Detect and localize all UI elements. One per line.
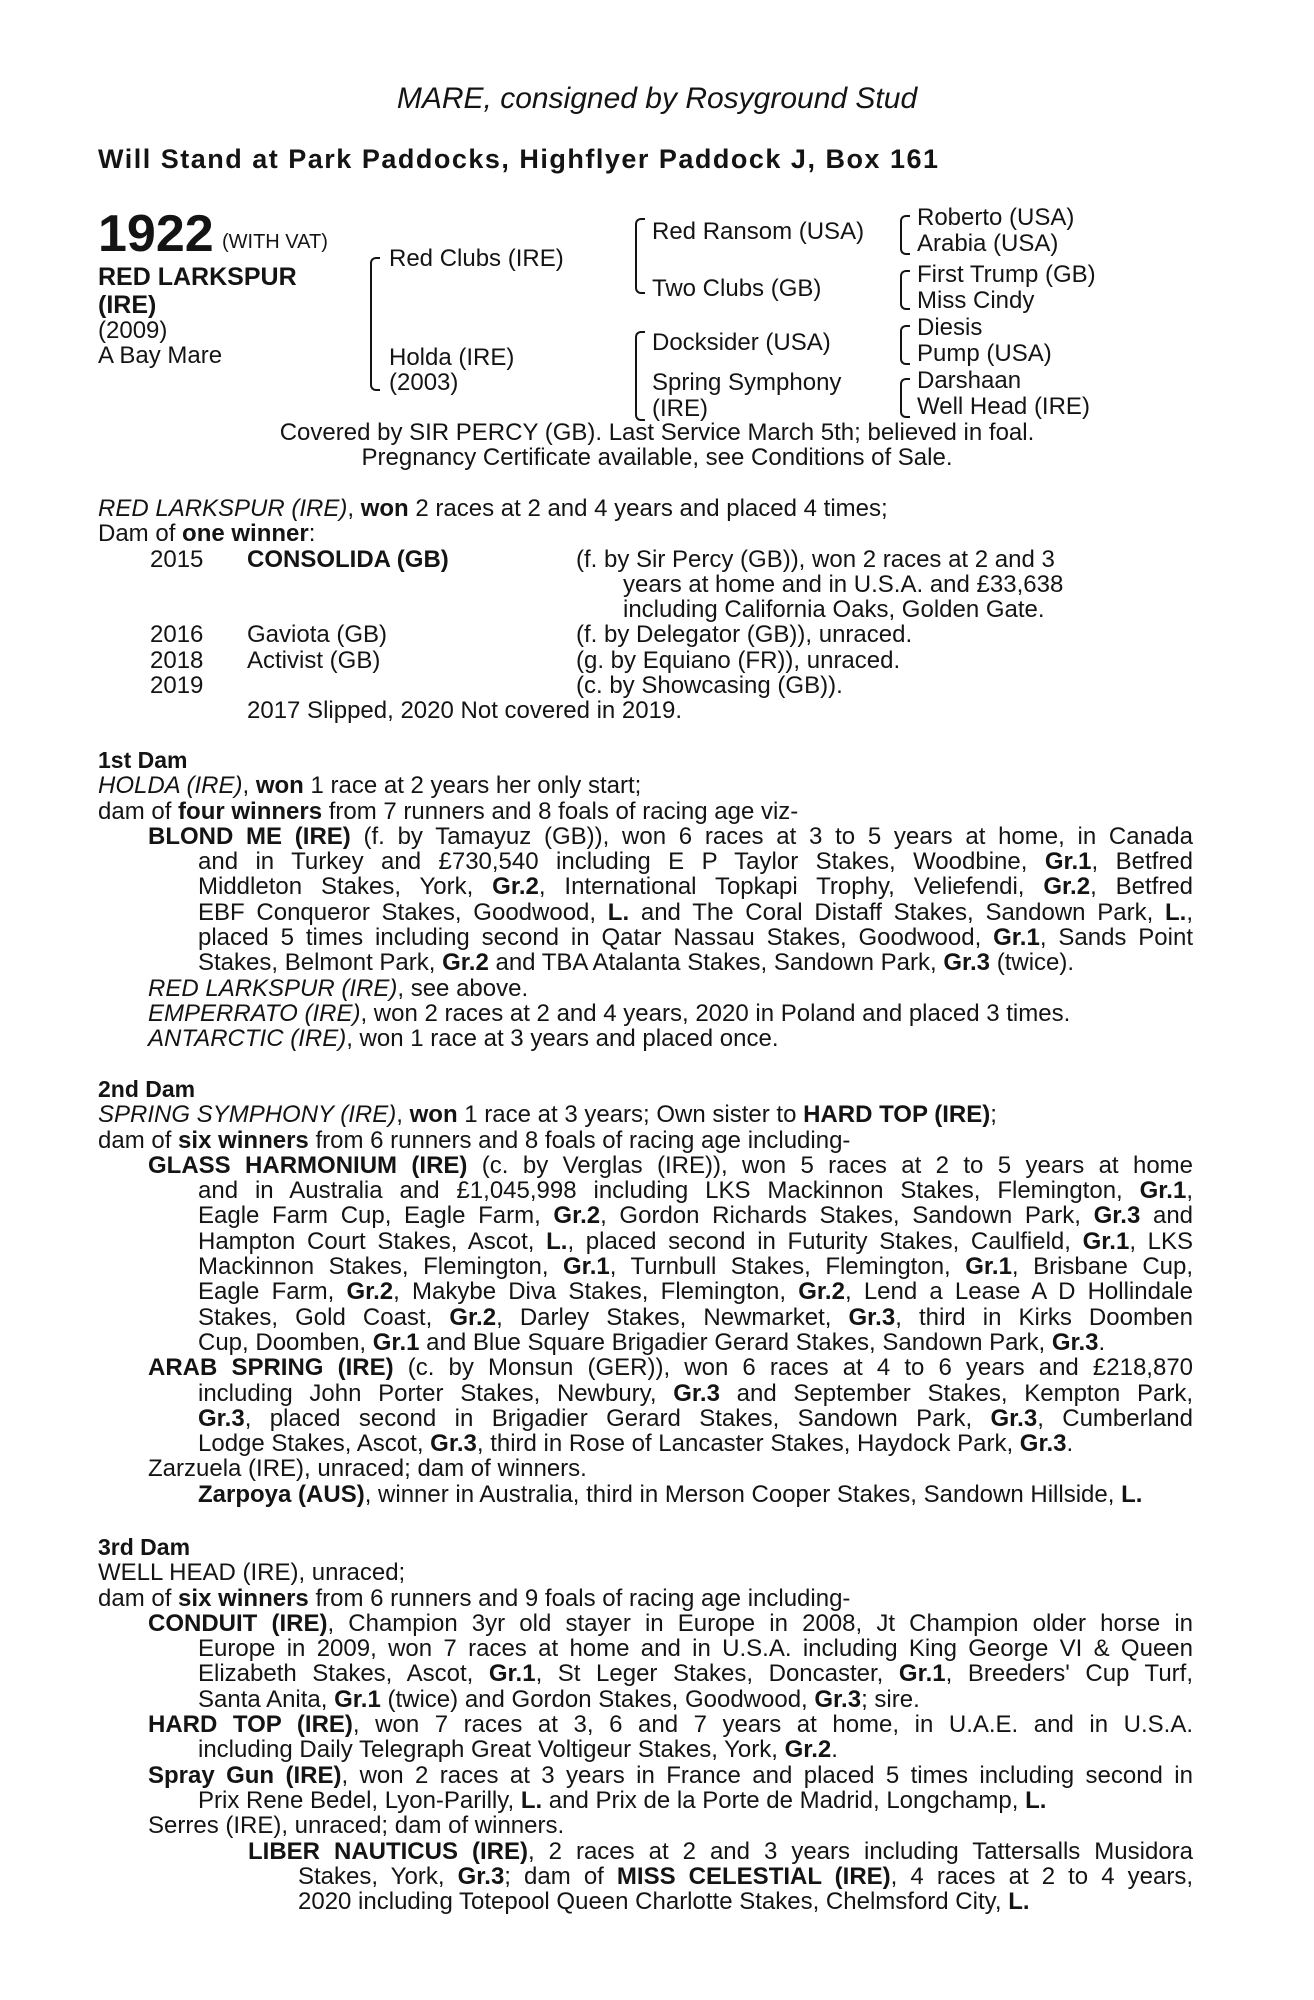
second-dam-produce: dam of six winners from 6 runners and 8 foals of racing age including- <box>98 1126 851 1154</box>
foaling-year: (2009) <box>98 317 168 344</box>
pedigree-bracket <box>370 257 380 391</box>
ggp-2: Arabia (USA) <box>917 230 1059 257</box>
sire-dam: Two Clubs (GB) <box>652 275 822 302</box>
pedigree-bracket <box>900 215 910 255</box>
second-dam-line: SPRING SYMPHONY (IRE), won 1 race at 3 years; Own sister to HARD TOP (IRE); <box>98 1101 997 1129</box>
progeny-entry-cont: including Daily Telegraph Great Voltigeur Stakes, York, Gr.2. <box>198 1736 838 1764</box>
produce-note: 2017 Slipped, 2020 Not covered in 2019. <box>247 697 682 725</box>
horse-description: A Bay Mare <box>98 342 223 369</box>
progeny-entry: EMPERRATO (IRE), won 2 races at 2 and 4 years, 2020 in Poland and placed 3 times. <box>148 999 1071 1027</box>
third-dam-line: WELL HEAD (IRE), unraced; <box>98 1559 406 1587</box>
progeny-entry-cont: Eagle Farm, Gr.2, Makybe Diva Stakes, Flemington, Gr.2, Lend a Lease A D Hollindale <box>198 1278 1193 1306</box>
dam: Holda (IRE) <box>389 344 515 371</box>
pregnancy-line: Pregnancy Certificate available, see Conditions of Sale. <box>361 444 953 471</box>
lot-number: 1922 <box>98 205 214 263</box>
ggp-1: Roberto (USA) <box>917 204 1075 231</box>
produce-row: 2015 CONSOLIDA (GB) (f. by Sir Percy (GB)), won 2 races at 2 and 3 <box>150 545 1055 573</box>
grand-progeny-entry-cont: 2020 including Totepool Queen Charlotte Stakes, Chelmsford City, L. <box>298 1888 1030 1916</box>
ggp-8: Well Head (IRE) <box>917 393 1090 420</box>
sire-sire: Red Ransom (USA) <box>652 218 865 245</box>
vat-note: (WITH VAT) <box>222 231 328 253</box>
dam-dam-suffix: (IRE) <box>652 395 708 422</box>
pedigree-bracket <box>900 378 910 418</box>
pedigree-bracket <box>635 331 645 421</box>
progeny-entry: Serres (IRE), unraced; dam of winners. <box>148 1812 565 1840</box>
venue-line: Will Stand at Park Paddocks, Highflyer Paddock J, Box 161 <box>98 144 940 174</box>
progeny-entry: BLOND ME (IRE) (f. by Tamayuz (GB)), won 6 races at 3 to 5 years at home, in Canada <box>148 822 1193 850</box>
progeny-entry: GLASS HARMONIUM (IRE) (c. by Verglas (IRE)), won 5 races at 2 to 5 years at home <box>148 1151 1194 1179</box>
catalogue-title: MARE, consigned by Rosyground Stud <box>396 82 918 115</box>
produce-row-cont: years at home and in U.S.A. and £33,638 <box>623 570 1064 598</box>
horse-name: RED LARKSPUR (IRE) <box>98 263 297 319</box>
produce-damof: Dam of one winner: <box>98 520 316 548</box>
progeny-entry: Zarzuela (IRE), unraced; dam of winners. <box>148 1455 587 1483</box>
produce-row: 2016 Gaviota (GB) (f. by Delegator (GB)), unraced. <box>150 621 913 649</box>
progeny-entry-cont: Prix Rene Bedel, Lyon-Parilly, L. and Prix de la Porte de Madrid, Longchamp, L. <box>198 1786 1047 1814</box>
progeny-entry: ANTARCTIC (IRE), won 1 race at 3 years and placed once. <box>148 1025 779 1053</box>
progeny-entry-cont: Mackinnon Stakes, Flemington, Gr.1, Turnbull Stakes, Flemington, Gr.1, Brisbane Cup, <box>198 1253 1194 1281</box>
pedigree-bracket <box>900 325 910 365</box>
ggp-5: Diesis <box>917 314 983 341</box>
progeny-entry-cont: Europe in 2009, won 7 races at home and in U.S.A. including King George VI & Queen <box>198 1635 1193 1663</box>
first-dam-section <box>98 748 1193 1052</box>
progeny-entry-cont: Lodge Stakes, Ascot, Gr.3, third in Rose of Lancaster Stakes, Haydock Park, Gr.3. <box>198 1430 1074 1458</box>
grand-progeny-entry: Zarpoya (AUS), winner in Australia, third in Merson Cooper Stakes, Sandown Hillside, L. <box>198 1480 1143 1508</box>
dam-year: (2003) <box>389 369 459 396</box>
progeny-entry-cont: Stakes, Belmont Park, Gr.2 and TBA Atalanta Stakes, Sandown Park, Gr.3 (twice). <box>198 949 1075 977</box>
first-dam-line: HOLDA (IRE), won 1 race at 2 years her only start; <box>98 772 642 800</box>
progeny-entry-cont: Gr.3, placed second in Brigadier Gerard Stakes, Sandown Park, Gr.3, Cumberland <box>198 1404 1193 1432</box>
progeny-entry-cont: including John Porter Stakes, Newbury, Gr.3 and September Stakes, Kempton Park, <box>198 1379 1193 1407</box>
third-dam-section <box>98 1535 1193 1914</box>
progeny-entry-cont: Hampton Court Stakes, Ascot, L., placed second in Futurity Stakes, Caulfield, Gr.1, LKS <box>198 1227 1193 1255</box>
covering-line: Covered by SIR PERCY (GB). Last Service March 5th; believed in foal. <box>279 419 1035 446</box>
pedigree-bracket <box>900 270 910 310</box>
progeny-entry-cont: and in Australia and £1,045,998 including LKS Mackinnon Stakes, Flemington, Gr.1, <box>198 1177 1193 1205</box>
third-dam-heading: 3rd Dam <box>98 1534 191 1560</box>
second-dam-heading: 2nd Dam <box>98 1076 196 1102</box>
first-dam-heading: 1st Dam <box>98 747 188 773</box>
ggp-6: Pump (USA) <box>917 340 1052 367</box>
produce-row-cont: including California Oaks, Golden Gate. <box>623 596 1045 624</box>
ggp-7: Darshaan <box>917 367 1022 394</box>
dam-dam: Spring Symphony <box>652 369 842 396</box>
progeny-entry-cont: placed 5 times including second in Qatar Nassau Stakes, Goodwood, Gr.1, Sands Point <box>198 924 1193 952</box>
progeny-entry: Spray Gun (IRE), won 2 races at 3 years in France and placed 5 times including second in <box>148 1761 1193 1789</box>
ggp-4: Miss Cindy <box>917 287 1035 314</box>
produce-intro: RED LARKSPUR (IRE), won 2 races at 2 and 4 years and placed 4 times; <box>98 495 888 522</box>
sire: Red Clubs (IRE) <box>389 245 564 272</box>
pedigree-bracket <box>635 218 645 294</box>
progeny-entry-cont: EBF Conqueror Stakes, Goodwood, L. and The Coral Distaff Stakes, Sandown Park, L., <box>198 898 1193 926</box>
dam-sire: Docksider (USA) <box>652 329 831 356</box>
progeny-entry-cont: and in Turkey and £730,540 including E P Taylor Stakes, Woodbine, Gr.1, Betfred <box>198 848 1194 876</box>
progeny-entry-cont: Santa Anita, Gr.1 (twice) and Gordon Stakes, Goodwood, Gr.3; sire. <box>198 1685 920 1713</box>
third-dam-produce: dam of six winners from 6 runners and 9 foals of racing age including- <box>98 1584 851 1612</box>
first-dam-produce: dam of four winners from 7 runners and 8 foals of racing age viz- <box>98 797 799 825</box>
second-dam-section <box>98 1077 1193 1507</box>
produce-section <box>98 496 1193 724</box>
progeny-entry-cont: Cup, Doomben, Gr.1 and Blue Square Brigadier Gerard Stakes, Sandown Park, Gr.3. <box>198 1328 1106 1356</box>
grand-progeny-entry-cont: Stakes, York, Gr.3; dam of MISS CELESTIAL (IRE), 4 races at 2 to 4 years, <box>298 1862 1194 1890</box>
progeny-entry: ARAB SPRING (IRE) (c. by Monsun (GER)), won 6 races at 4 to 6 years and £218,870 <box>148 1354 1194 1382</box>
progeny-entry: CONDUIT (IRE), Champion 3yr old stayer in Europe in 2008, Jt Champion older horse in <box>148 1609 1194 1637</box>
ggp-3: First Trump (GB) <box>917 261 1096 288</box>
progeny-entry-cont: Eagle Farm Cup, Eagle Farm, Gr.2, Gordon Richards Stakes, Sandown Park, Gr.3 and <box>198 1202 1194 1230</box>
produce-row: 2018 Activist (GB) (g. by Equiano (FR)), unraced. <box>150 646 901 674</box>
produce-row: 2019 (c. by Showcasing (GB)). <box>150 672 843 700</box>
progeny-entry: RED LARKSPUR (IRE), see above. <box>148 974 529 1002</box>
progeny-entry-cont: Elizabeth Stakes, Ascot, Gr.1, St Leger Stakes, Doncaster, Gr.1, Breeders' Cup Turf, <box>198 1660 1193 1688</box>
grand-progeny-entry: LIBER NAUTICUS (IRE), 2 races at 2 and 3 years including Tattersalls Musidora <box>248 1837 1193 1865</box>
progeny-entry-cont: Stakes, Gold Coast, Gr.2, Darley Stakes, Newmarket, Gr.3, third in Kirks Doomben <box>198 1303 1193 1331</box>
progeny-entry: HARD TOP (IRE), won 7 races at 3, 6 and 7 years at home, in U.A.E. and in U.S.A. <box>148 1711 1193 1739</box>
progeny-entry-cont: Middleton Stakes, York, Gr.2, International Topkapi Trophy, Veliefendi, Gr.2, Betfred <box>198 873 1194 901</box>
